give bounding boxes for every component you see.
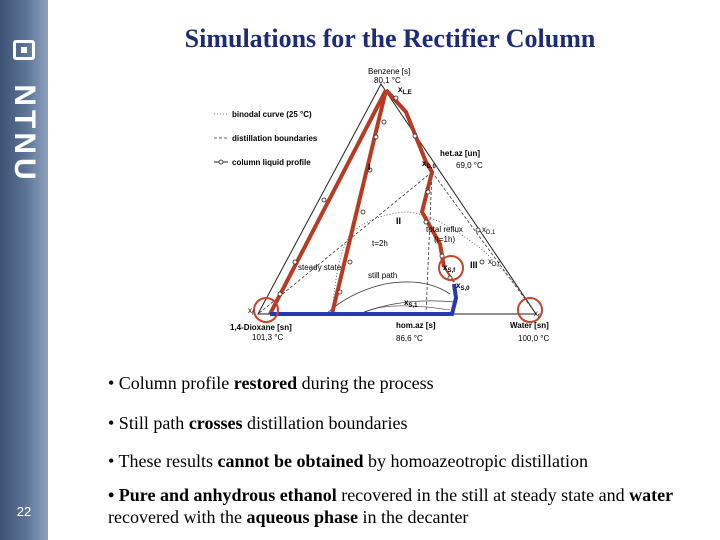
legend: [214, 110, 318, 167]
column-profile-line: [332, 90, 386, 314]
x-right-label: $x_f$: [534, 309, 540, 320]
ntnu-logo: [0, 36, 48, 184]
ternary-diagram: [200, 62, 570, 352]
het-az-label: het.az [un]: [440, 149, 480, 158]
still-path-curve: [326, 282, 450, 314]
page-title: Simulations for the Rectifier Column: [184, 24, 596, 53]
x-d1-label: $x_{D,1}$: [482, 225, 496, 236]
boundary-line: [258, 172, 432, 314]
x-sf-label: $x_{S,f}$: [443, 263, 456, 274]
logo-text: NTNU: [8, 84, 41, 184]
legend-binodal: binodal curve (25 °C): [232, 110, 312, 119]
steady-state-label: steady state: [298, 263, 342, 272]
highlight-circle: [254, 298, 278, 322]
bullet-item: • Pure and anhydrous ethanol recovered in the still at steady state and water recovered with the aqueous phase in the decanter: [108, 485, 674, 527]
region-1-label: I: [368, 162, 371, 172]
bullet-item: • Column profile restored during the process: [108, 373, 434, 393]
het-az-temp: 69,0 °C: [456, 161, 483, 170]
region-3-label: III: [470, 260, 478, 270]
vertex-right-temp: 100,0 °C: [518, 334, 550, 343]
column-profile-line: [270, 90, 386, 314]
t2h-label: t=2h: [372, 239, 388, 248]
x-le-label: $x_{L,E}$: [398, 85, 412, 96]
still-path-line: [270, 284, 456, 314]
ternary-svg: [200, 62, 570, 352]
bullet-item: • Still path crosses distillation boundaries: [108, 413, 408, 433]
vertex-right-name: Water [sn]: [510, 321, 549, 330]
legend-profile: column liquid profile: [232, 158, 311, 167]
vertex-top-temp: 80,1 °C: [374, 76, 401, 85]
region-2-label: II: [396, 216, 402, 226]
x-df-label: $x_{D,f}$: [488, 257, 500, 268]
x-d0-label: $x_{D,0}$: [422, 159, 436, 170]
still-path-label: still path: [368, 271, 398, 280]
hom-az-temp: 86,6 °C: [396, 334, 423, 343]
legend-boundaries: distillation boundaries: [232, 134, 318, 143]
page-number: 22: [16, 504, 32, 519]
total-reflux-time: (t=1h): [434, 235, 456, 244]
total-reflux-label: total reflux: [426, 225, 463, 234]
x-left-label: $x_f$: [248, 306, 254, 317]
x-s1-label: $x_{S,1}$: [404, 298, 418, 309]
logo-square-icon: [13, 40, 35, 60]
vertex-left-name: 1,4-Dioxane [sn]: [230, 323, 292, 332]
sidebar: [0, 0, 48, 540]
x-s0-label: $x_{S,0}$: [456, 281, 470, 292]
hom-az-label: hom.az [s]: [396, 321, 436, 330]
vertex-left-temp: 101,3 °C: [252, 333, 284, 342]
vertex-top-name: Benzene [s]: [368, 67, 411, 76]
bullet-item: • These results cannot be obtained by homoazeotropic distillation: [108, 451, 588, 471]
